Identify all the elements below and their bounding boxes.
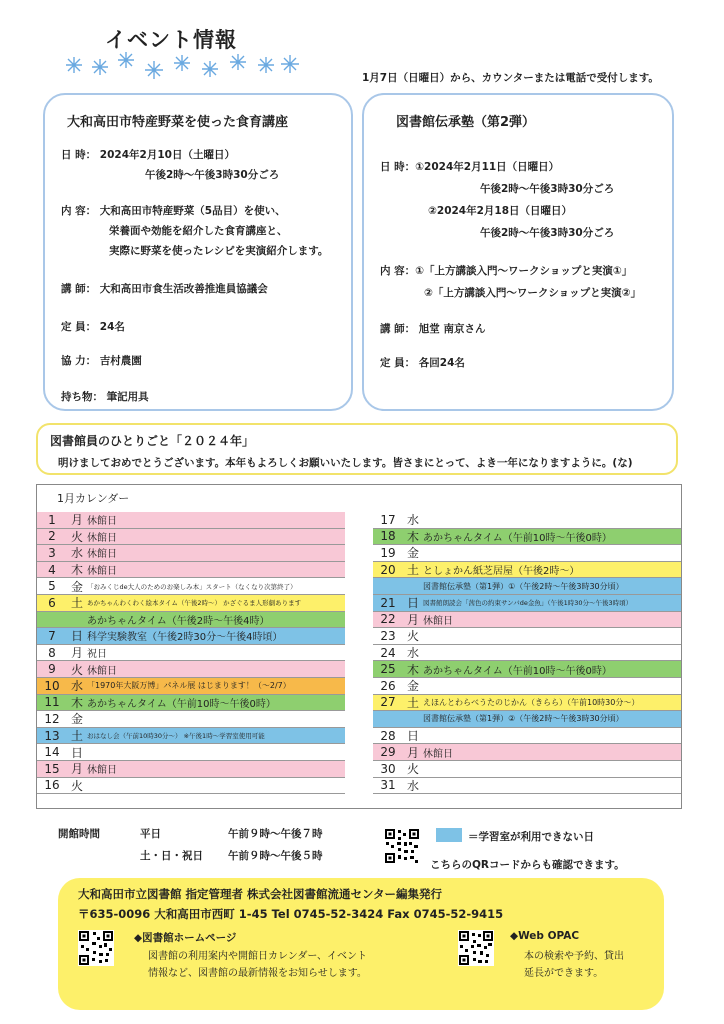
legend-swatch <box>436 828 462 842</box>
hours-label: 開館時間 <box>58 828 100 840</box>
calendar-weekday: 木 <box>406 662 419 677</box>
staff-column-heading: 図書館員のひとりごと「２０２４年」 <box>50 434 255 448</box>
opac-text-2: 延長ができます。 <box>524 968 604 979</box>
calendar-event: 休館日 <box>87 665 117 677</box>
calendar-row <box>373 695 681 712</box>
event1-bring: 持ち物： 筆記用具 <box>61 391 149 403</box>
staff-column <box>36 423 678 475</box>
calendar-day: 3 <box>48 545 56 560</box>
calendar-row <box>373 728 681 745</box>
calendar-row <box>373 595 681 612</box>
calendar-day: 10 <box>44 678 60 693</box>
calendar-event: おはなし会（午前10時30分～） ※午後1時～学習室使用可能 <box>87 732 265 741</box>
calendar-column-left <box>37 512 345 794</box>
qr-note: こちらのQRコードからも確認できます。 <box>430 859 625 871</box>
weekday-label: 平日 <box>140 828 161 840</box>
calendar-day: 25 <box>380 662 396 677</box>
calendar-day: 31 <box>380 778 396 793</box>
calendar-event: 図書館伝承塾（第1弾）②（午後2時～午後3時30分頃） <box>423 714 624 724</box>
calendar-day: 20 <box>380 562 396 577</box>
calendar-day: 27 <box>380 695 396 710</box>
event1-content-3: 実際に野菜を使ったレシピを実演紹介します。 <box>109 245 329 257</box>
calendar-title: 1月カレンダー <box>57 492 130 505</box>
calendar-event: 休館日 <box>87 765 117 777</box>
calendar-row <box>37 595 345 612</box>
calendar-weekday: 月 <box>70 513 83 528</box>
calendar-day: 28 <box>380 728 396 743</box>
calendar-weekday: 日 <box>406 596 419 611</box>
calendar-row <box>37 578 345 595</box>
calendar-day: 9 <box>48 662 56 677</box>
calendar-row <box>37 645 345 662</box>
calendar-row <box>373 645 681 662</box>
weekend-label: 土・日・祝日 <box>140 850 203 862</box>
calendar-row <box>37 628 345 645</box>
event1-date: 日 時： 2024年2月10日（土曜日） <box>61 149 235 161</box>
calendar-weekday: 水 <box>70 546 83 561</box>
calendar-weekday: 日 <box>70 629 83 644</box>
calendar-row <box>37 778 345 795</box>
calendar-weekday: 火 <box>406 629 419 644</box>
event2-time-1: 午後2時～午後3時30分ごろ <box>480 183 615 195</box>
calendar-weekday: 木 <box>70 563 83 578</box>
calendar-weekday: 土 <box>406 695 419 710</box>
calendar-weekday: 土 <box>70 729 83 744</box>
calendar-event: 休館日 <box>87 566 117 578</box>
opac-text-1: 本の検索や予約、貸出 <box>524 951 624 962</box>
calendar-row <box>373 529 681 546</box>
calendar-day: 14 <box>44 745 60 760</box>
event1-content-2: 栄養面や効能を紹介した食育講座と、 <box>109 225 288 237</box>
calendar-day: 6 <box>48 595 56 610</box>
calendar-day: 16 <box>44 778 60 793</box>
event1-title: 大和高田市特産野菜を使った食育講座 <box>67 115 289 130</box>
calendar-day: 15 <box>44 761 60 776</box>
opening-hours <box>58 826 358 870</box>
calendar-day: 13 <box>44 728 60 743</box>
calendar-day: 29 <box>380 745 396 760</box>
event2-content-2: ②「上方講談入門～ワークショップと実演②」 <box>424 287 642 299</box>
event2-time-2: 午後2時～午後3時30分ごろ <box>480 227 615 239</box>
calendar-weekday: 木 <box>70 695 83 710</box>
calendar-event: 休館日 <box>87 532 117 544</box>
calendar-column-right <box>373 512 681 794</box>
event-box-denshojuku <box>362 93 674 411</box>
calendar-event: あかちゃんタイム（午前10時～午後0時） <box>87 698 276 710</box>
calendar-row <box>37 678 345 695</box>
opac-title[interactable]: ◆Web OPAC <box>510 930 580 942</box>
calendar-row <box>373 512 681 529</box>
calendar-row <box>37 612 345 629</box>
calendar-day: 5 <box>48 579 56 594</box>
event2-title: 図書館伝承塾（第2弾） <box>396 115 536 130</box>
event1-lecturer: 講 師： 大和高田市食生活改善推進員協議会 <box>61 283 268 295</box>
calendar-weekday: 月 <box>406 745 419 760</box>
calendar-day: 22 <box>380 612 396 627</box>
event2-lecturer: 講 師： 旭堂 南京さん <box>380 323 486 335</box>
calendar-row <box>373 545 681 562</box>
calendar-event: あかちゃんタイム（午前10時～午後0時） <box>423 665 612 677</box>
calendar-weekday: 火 <box>70 529 83 544</box>
calendar-row <box>37 661 345 678</box>
calendar-day: 1 <box>48 512 56 527</box>
calendar-event: 休館日 <box>87 549 117 561</box>
calendar-row <box>37 761 345 778</box>
calendar-event: 「1970年大阪万博」パネル展 はじまります！（～2/7） <box>87 681 291 691</box>
reservation-notice: 1月7日（日曜日）から、カウンターまたは電話で受付します。 <box>362 72 659 84</box>
calendar-row <box>373 761 681 778</box>
event-box-shokuiku <box>43 93 353 411</box>
calendar-weekday: 木 <box>406 529 419 544</box>
calendar-day: 23 <box>380 628 396 643</box>
snowflake-decoration-icon <box>62 50 302 80</box>
legend-text: ＝学習室が利用できない日 <box>468 831 594 843</box>
calendar-weekday: 月 <box>70 646 83 661</box>
publisher: 大和高田市立図書館 指定管理者 株式会社図書館流通センター編集発行 <box>78 887 443 901</box>
calendar-day: 12 <box>44 711 60 726</box>
calendar-day: 8 <box>48 645 56 660</box>
calendar-weekday: 月 <box>70 762 83 777</box>
event1-content: 内 容： 大和高田市特産野菜（5品目）を使い、 <box>61 205 286 217</box>
calendar-row <box>37 529 345 546</box>
calendar-day: 2 <box>48 529 56 544</box>
calendar-day: 4 <box>48 562 56 577</box>
calendar-event: 「おみくじde大人のためのお楽しみ本」スタート（なくなり次第終了） <box>87 582 297 591</box>
january-calendar <box>36 484 682 809</box>
event2-capacity: 定 員： 各回24名 <box>380 357 465 369</box>
calendar-event: 図書館朗読会「茜色の約束サンバde金魚」（午後1時30分～午後3時頃） <box>423 599 633 608</box>
event1-capacity: 定 員： 24名 <box>61 321 125 333</box>
calendar-weekday: 火 <box>70 778 83 793</box>
event2-date-1: 日 時：①2024年2月11日（日曜日） <box>380 161 560 173</box>
calendar-weekday: 金 <box>406 546 419 561</box>
calendar-day: 24 <box>380 645 396 660</box>
calendar-row <box>37 728 345 745</box>
calendar-row <box>373 678 681 695</box>
event1-cooperation: 協 力： 吉村農園 <box>61 355 142 367</box>
calendar-weekday: 月 <box>406 612 419 627</box>
calendar-event: 祝日 <box>87 649 107 661</box>
event2-date-2: ②2024年2月18日（日曜日） <box>428 205 573 217</box>
calendar-event: 休館日 <box>87 516 117 528</box>
calendar-weekday: 金 <box>406 679 419 694</box>
calendar-row <box>373 711 681 728</box>
homepage-title[interactable]: ◆図書館ホームページ <box>134 932 237 944</box>
calendar-weekday: 火 <box>70 662 83 677</box>
calendar-qr-code-icon[interactable] <box>384 828 420 864</box>
calendar-weekday: 水 <box>70 679 83 694</box>
calendar-row <box>373 578 681 595</box>
calendar-row <box>37 562 345 579</box>
calendar-day: 17 <box>380 512 396 527</box>
calendar-event: あかちゃんタイム（午後2時～午後4時） <box>87 615 270 627</box>
calendar-row <box>37 711 345 728</box>
calendar-day: 11 <box>44 695 60 710</box>
event1-time: 午後2時～午後3時30分ごろ <box>145 169 280 181</box>
calendar-day: 19 <box>380 545 396 560</box>
calendar-weekday: 日 <box>406 729 419 744</box>
calendar-day: 7 <box>48 628 56 643</box>
address-contact: 〒635-0096 大和高田市西町 1-45 Tel 0745-52-3424 Fax 0745-52-9415 <box>78 907 504 921</box>
calendar-event: 図書館伝承塾（第1弾）①（午後2時～午後3時30分頃） <box>423 581 624 591</box>
calendar-weekday: 金 <box>70 712 83 727</box>
homepage-qr-code-icon[interactable] <box>78 930 114 966</box>
calendar-weekday: 金 <box>70 579 83 594</box>
calendar-day: 21 <box>380 595 396 610</box>
calendar-event: あかちゃんわくわく絵本タイム（午後2時～） かざぐるま人形劇あります <box>87 599 302 608</box>
weekend-time: 午前９時～午後５時 <box>228 850 323 862</box>
page-title: イベント情報 <box>105 28 237 52</box>
calendar-day: 30 <box>380 761 396 776</box>
calendar-event: 休館日 <box>423 748 453 760</box>
homepage-text-2: 情報など、図書館の最新情報をお知らせします。 <box>148 968 367 979</box>
calendar-event: 休館日 <box>423 615 453 627</box>
calendar-event: あかちゃんタイム（午前10時～午後0時） <box>423 532 612 544</box>
opac-qr-code-icon[interactable] <box>458 930 494 966</box>
calendar-weekday: 水 <box>406 646 419 661</box>
calendar-weekday: 土 <box>406 563 419 578</box>
event2-content-1: 内 容：①「上方講談入門～ワークショップと実演①」 <box>380 265 633 277</box>
calendar-row <box>37 545 345 562</box>
calendar-row <box>37 512 345 529</box>
homepage-text-1: 図書館の利用案内や開館日カレンダー、イベント <box>148 951 367 962</box>
calendar-event: 科学実験教室（午後2時30分～午後4時頃） <box>87 632 283 644</box>
calendar-row <box>373 744 681 761</box>
calendar-weekday: 水 <box>406 778 419 793</box>
calendar-row <box>37 744 345 761</box>
footer-info <box>58 878 664 1010</box>
calendar-row <box>373 628 681 645</box>
calendar-event: としょかん紙芝居屋（午後2時～） <box>423 566 580 578</box>
calendar-event: えほんとわらべうたのじかん（きらら）（午前10時30分～） <box>423 697 640 707</box>
calendar-row <box>373 562 681 579</box>
calendar-weekday: 日 <box>70 745 83 760</box>
calendar-weekday: 水 <box>406 513 419 528</box>
weekday-time: 午前９時～午後７時 <box>228 828 323 840</box>
calendar-day: 26 <box>380 678 396 693</box>
calendar-row <box>37 695 345 712</box>
calendar-row <box>373 661 681 678</box>
calendar-weekday: 火 <box>406 762 419 777</box>
calendar-row <box>373 778 681 795</box>
calendar-day: 18 <box>380 529 396 544</box>
calendar-row <box>373 612 681 629</box>
staff-column-body: 明けましておめでとうございます。本年もよろしくお願いいたします。皆さまにとって、よき一年になりますように。(な) <box>58 457 633 469</box>
calendar-weekday: 土 <box>70 596 83 611</box>
